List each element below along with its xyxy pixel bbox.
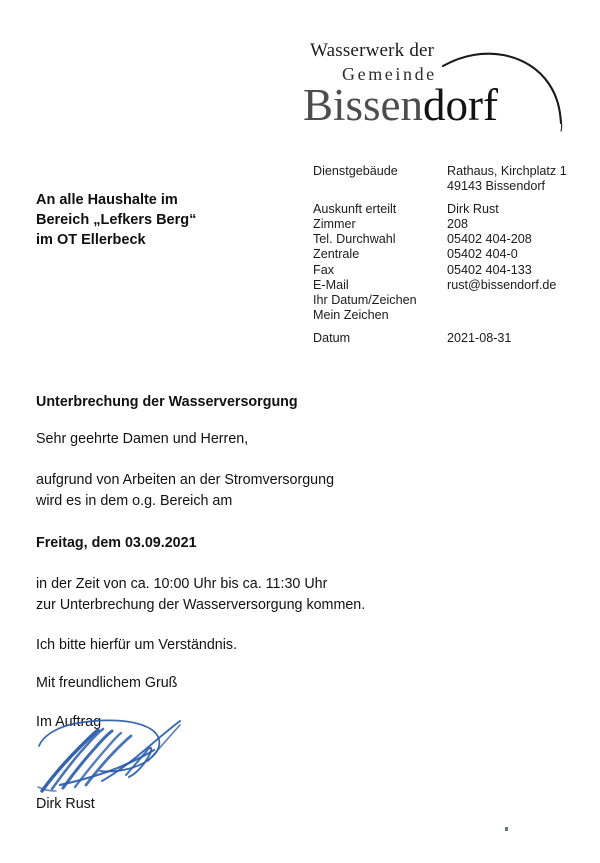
time-line-2: zur Unterbrechung der Wasserversorgung kommen. bbox=[36, 597, 366, 613]
organization-logo bbox=[296, 28, 572, 132]
recipient-address bbox=[36, 190, 286, 250]
logo-line-bissendorf bbox=[303, 81, 498, 130]
contact-value: Dirk Rust bbox=[447, 202, 499, 217]
contact-value-date: 2021-08-31 bbox=[447, 330, 512, 345]
reason-line-1: aufgrund von Arbeiten an der Stromversorgung bbox=[36, 472, 335, 488]
contact-label: E-Mail bbox=[313, 277, 349, 292]
time-line-1: in der Zeit von ca. 10:00 Uhr bis ca. 11:30 Uhr bbox=[36, 576, 328, 592]
contact-label: Dienstgebäude bbox=[313, 164, 398, 178]
contact-row bbox=[313, 247, 583, 262]
contact-row bbox=[313, 179, 583, 194]
contact-row bbox=[313, 293, 583, 308]
logo-name-dark: dorf bbox=[423, 80, 498, 130]
recipient-line-3: im OT Ellerbeck bbox=[36, 232, 146, 248]
contact-value: 05402 404-0 bbox=[447, 247, 518, 262]
contact-label: Zimmer bbox=[313, 217, 356, 232]
letter-paragraph-thanks: Ich bitte hierfür um Verständnis. bbox=[36, 637, 238, 653]
letter-salutation: Sehr geehrte Damen und Herren, bbox=[36, 431, 249, 447]
logo-name-light: Bissen bbox=[303, 80, 424, 130]
contact-row bbox=[313, 232, 583, 247]
contact-row bbox=[313, 278, 583, 293]
contact-row bbox=[313, 217, 583, 232]
contact-label: Ihr Datum/Zeichen bbox=[313, 292, 417, 307]
contact-label: Auskunft erteilt bbox=[313, 202, 397, 217]
contact-info-block bbox=[313, 164, 583, 346]
contact-label: Tel. Durchwahl bbox=[313, 232, 396, 247]
contact-row bbox=[313, 308, 583, 323]
contact-value: 05402 404-133 bbox=[447, 262, 532, 277]
letter-outage-date: Freitag, dem 03.09.2021 bbox=[36, 535, 197, 551]
contact-value: Rathaus, Kirchplatz 1 bbox=[447, 164, 567, 178]
signer-name: Dirk Rust bbox=[36, 796, 95, 812]
contact-row bbox=[313, 202, 583, 217]
contact-label: Datum bbox=[313, 330, 351, 345]
contact-value: 208 bbox=[447, 217, 469, 232]
logo-line-wasserwerk: Wasserwerk der bbox=[310, 40, 435, 61]
contact-value-email: rust@bissendorf.de bbox=[447, 277, 557, 292]
contact-label: Zentrale bbox=[313, 247, 360, 262]
recipient-line-1: An alle Haushalte im bbox=[36, 192, 178, 208]
reason-line-2: wird es in dem o.g. Bereich am bbox=[36, 493, 233, 509]
letter-subject: Unterbrechung der Wasserversorgung bbox=[36, 394, 298, 410]
contact-row bbox=[313, 263, 583, 278]
recipient-line-2: Bereich „Lefkers Berg“ bbox=[36, 212, 197, 228]
letter-closing: Mit freundlichem Gruß bbox=[36, 675, 178, 691]
contact-label: Mein Zeichen bbox=[313, 307, 389, 322]
contact-label: Fax bbox=[313, 262, 334, 277]
contact-row bbox=[313, 164, 583, 179]
contact-value: 05402 404-208 bbox=[447, 232, 532, 247]
logo-line-gemeinde: Gemeinde bbox=[342, 64, 437, 84]
letter-paragraph-reason bbox=[36, 470, 486, 512]
contact-row bbox=[313, 331, 583, 346]
scan-artifact-speck bbox=[505, 827, 508, 831]
letter-order-line: Im Auftrag bbox=[36, 714, 102, 730]
contact-value: 49143 Bissendorf bbox=[447, 179, 546, 194]
letter-paragraph-time bbox=[36, 574, 486, 616]
